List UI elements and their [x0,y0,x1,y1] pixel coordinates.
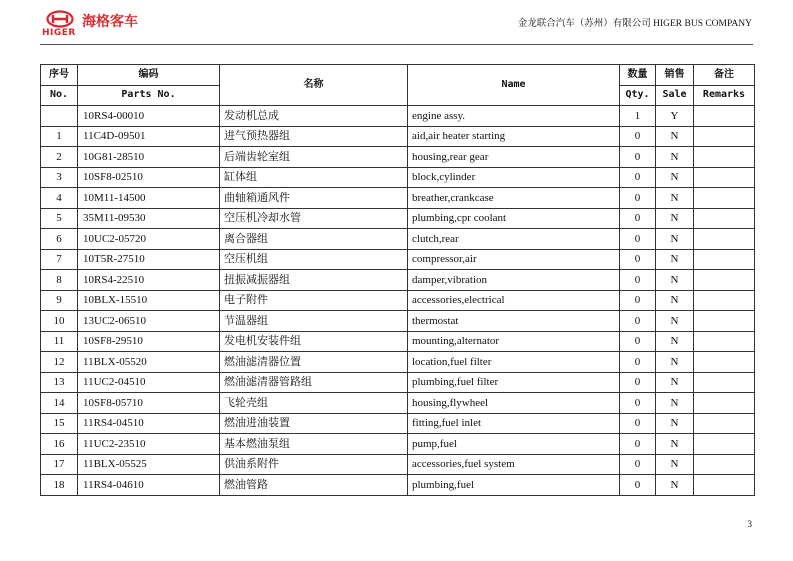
sale-flag: N [656,208,694,229]
header-code-cn: 编码 [78,65,220,86]
part-name-cn: 电子附件 [220,290,408,311]
header-remarks-en: Remarks [694,85,755,106]
higer-logo-icon [46,10,74,28]
part-number: 11RS4-04610 [78,475,220,496]
sale-flag: N [656,413,694,434]
part-number: 11BLX-05525 [78,454,220,475]
sale-flag: N [656,475,694,496]
part-name-en: aid,air heater starting [408,126,620,147]
part-name-en: fitting,fuel inlet [408,413,620,434]
part-name-cn: 缸体组 [220,167,408,188]
quantity: 0 [620,270,656,291]
brand-name-en: HIGER [42,28,76,38]
remarks [694,126,755,147]
part-number: 10SF8-05710 [78,393,220,414]
remarks [694,229,755,250]
table-row [41,352,755,373]
part-name-cn: 飞轮壳组 [220,393,408,414]
sale-flag: N [656,229,694,250]
part-number: 10G81-28510 [78,147,220,168]
part-number: 10UC2-05720 [78,229,220,250]
table-row [41,454,755,475]
remarks [694,475,755,496]
part-name-en: accessories,electrical [408,290,620,311]
table-row [41,167,755,188]
part-name-cn: 燃油进油装置 [220,413,408,434]
part-name-en: location,fuel filter [408,352,620,373]
table-row [41,126,755,147]
part-number: 10BLX-15510 [78,290,220,311]
sale-flag: N [656,270,694,291]
header-code-en: Parts No. [78,85,220,106]
sale-flag: N [656,454,694,475]
quantity: 0 [620,311,656,332]
sale-flag: N [656,188,694,209]
header-name-cn: 名称 [220,65,408,106]
quantity: 0 [620,208,656,229]
remarks [694,352,755,373]
table-row [41,147,755,168]
row-number: 10 [41,311,78,332]
remarks [694,270,755,291]
part-number: 11UC2-04510 [78,372,220,393]
table-row [41,106,755,127]
row-number: 9 [41,290,78,311]
quantity: 0 [620,372,656,393]
part-name-cn: 离合器组 [220,229,408,250]
row-number: 16 [41,434,78,455]
part-number: 10M11-14500 [78,188,220,209]
row-number: 13 [41,372,78,393]
row-number: 7 [41,249,78,270]
part-name-cn: 节温器组 [220,311,408,332]
part-name-cn: 后端齿轮室组 [220,147,408,168]
row-number: 17 [41,454,78,475]
remarks [694,106,755,127]
remarks [694,331,755,352]
part-name-en: thermostat [408,311,620,332]
quantity: 0 [620,229,656,250]
part-number: 10RS4-22510 [78,270,220,291]
table-row [41,475,755,496]
remarks [694,311,755,332]
quantity: 0 [620,188,656,209]
header-no-cn: 序号 [41,65,78,86]
quantity: 0 [620,413,656,434]
table-row [41,188,755,209]
part-name-cn: 燃油滤清器位置 [220,352,408,373]
quantity: 0 [620,249,656,270]
row-number: 1 [41,126,78,147]
part-number: 11C4D-09501 [78,126,220,147]
part-name-en: breather,crankcase [408,188,620,209]
row-number: 4 [41,188,78,209]
part-name-en: plumbing,fuel [408,475,620,496]
sale-flag: N [656,434,694,455]
header-sale-en: Sale [656,85,694,106]
company-name: 金龙联合汽车（苏州）有限公司 HIGER BUS COMPANY [517,19,752,29]
part-name-cn: 基本燃油泵组 [220,434,408,455]
part-name-cn: 燃油管路 [220,475,408,496]
header-qty-cn: 数量 [620,65,656,86]
part-name-en: housing,flywheel [408,393,620,414]
part-name-en: housing,rear gear [408,147,620,168]
header-no-en: No. [41,85,78,106]
part-name-en: accessories,fuel system [408,454,620,475]
part-number: 11BLX-05520 [78,352,220,373]
sale-flag: N [656,290,694,311]
quantity: 0 [620,126,656,147]
remarks [694,372,755,393]
table-row [41,249,755,270]
table-header-row-cn [41,65,755,86]
sale-flag: N [656,311,694,332]
quantity: 0 [620,393,656,414]
remarks [694,290,755,311]
part-name-en: block,cylinder [408,167,620,188]
part-name-en: damper,vibration [408,270,620,291]
part-number: 13UC2-06510 [78,311,220,332]
sale-flag: N [656,167,694,188]
part-name-en: engine assy. [408,106,620,127]
row-number [41,106,78,127]
quantity: 0 [620,290,656,311]
quantity: 0 [620,167,656,188]
part-name-en: mounting,alternator [408,331,620,352]
part-number: 10RS4-00010 [78,106,220,127]
part-name-cn: 进气预热器组 [220,126,408,147]
part-name-en: plumbing,cpr coolant [408,208,620,229]
row-number: 2 [41,147,78,168]
table-row [41,311,755,332]
row-number: 12 [41,352,78,373]
part-name-cn: 供油系附件 [220,454,408,475]
header-qty-en: Qty. [620,85,656,106]
remarks [694,188,755,209]
sale-flag: N [656,331,694,352]
row-number: 15 [41,413,78,434]
row-number: 11 [41,331,78,352]
sale-flag: N [656,126,694,147]
table-row [41,229,755,250]
row-number: 18 [41,475,78,496]
remarks [694,393,755,414]
header-sale-cn: 销售 [656,65,694,86]
part-number: 11RS4-04510 [78,413,220,434]
part-name-cn: 燃油滤清器管路组 [220,372,408,393]
table-row [41,413,755,434]
quantity: 0 [620,331,656,352]
part-number: 11UC2-23510 [78,434,220,455]
remarks [694,249,755,270]
quantity: 0 [620,434,656,455]
part-name-en: plumbing,fuel filter [408,372,620,393]
brand-name-cn: 海格客车 [82,14,138,30]
row-number: 8 [41,270,78,291]
table-row [41,393,755,414]
header-name-en: Name [408,65,620,106]
part-name-en: clutch,rear [408,229,620,250]
sale-flag: N [656,249,694,270]
sale-flag: Y [656,106,694,127]
page-number: 3 [747,519,752,529]
part-name-cn: 发电机安装件组 [220,331,408,352]
remarks [694,413,755,434]
parts-table-body [41,106,755,496]
part-name-cn: 曲轴箱通风件 [220,188,408,209]
row-number: 5 [41,208,78,229]
table-row [41,290,755,311]
remarks [694,208,755,229]
part-name-cn: 扭振减振器组 [220,270,408,291]
part-number: 10T5R-27510 [78,249,220,270]
quantity: 0 [620,352,656,373]
sale-flag: N [656,372,694,393]
sale-flag: N [656,352,694,373]
table-row [41,208,755,229]
remarks [694,434,755,455]
parts-table [40,64,755,496]
table-row [41,434,755,455]
table-row [41,372,755,393]
part-number: 35M11-09530 [78,208,220,229]
part-name-en: pump,fuel [408,434,620,455]
table-row [41,270,755,291]
part-name-en: compressor,air [408,249,620,270]
sale-flag: N [656,393,694,414]
brand-logo [42,7,142,39]
quantity: 0 [620,454,656,475]
sale-flag: N [656,147,694,168]
quantity: 1 [620,106,656,127]
part-name-cn: 空压机冷却水管 [220,208,408,229]
quantity: 0 [620,147,656,168]
remarks [694,167,755,188]
part-number: 10SF8-29510 [78,331,220,352]
remarks [694,147,755,168]
header-remarks-cn: 备注 [694,65,755,86]
part-number: 10SF8-02510 [78,167,220,188]
part-name-cn: 空压机组 [220,249,408,270]
row-number: 6 [41,229,78,250]
header-divider [40,44,753,45]
part-name-cn: 发动机总成 [220,106,408,127]
quantity: 0 [620,475,656,496]
remarks [694,454,755,475]
table-row [41,331,755,352]
row-number: 3 [41,167,78,188]
row-number: 14 [41,393,78,414]
